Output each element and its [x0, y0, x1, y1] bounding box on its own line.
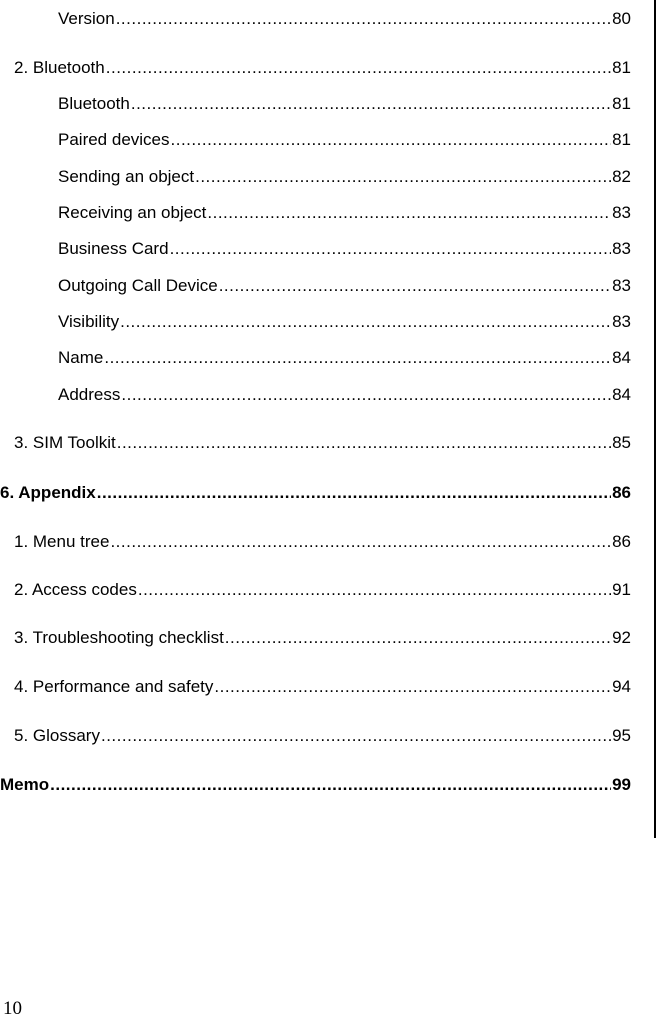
dot-leader — [97, 483, 611, 503]
toc-entry-title: Sending an object — [58, 167, 195, 186]
dot-leader — [110, 532, 611, 552]
dot-leader — [50, 775, 611, 795]
toc-entry-page: 86 — [612, 483, 631, 502]
toc-entry-title: Address — [58, 385, 121, 404]
toc-entry-troubleshooting[interactable] — [14, 626, 631, 648]
page-number: 10 — [3, 998, 22, 1019]
toc-entry-title: 5. Glossary — [14, 726, 100, 745]
dot-leader — [195, 167, 611, 187]
dot-leader — [131, 94, 611, 114]
dot-leader — [101, 726, 611, 746]
toc-entry-title: 4. Performance and safety — [14, 677, 214, 696]
toc-entry-sim-toolkit[interactable] — [14, 431, 631, 453]
toc-entry-page: 81 — [612, 130, 631, 149]
dot-leader — [171, 130, 612, 150]
toc-entry-page: 83 — [612, 239, 631, 258]
toc-entry-page: 92 — [612, 628, 631, 647]
dot-leader — [207, 203, 611, 223]
dot-leader — [120, 312, 611, 332]
dot-leader — [170, 239, 612, 259]
toc-entry-name[interactable] — [58, 346, 631, 368]
toc-entry-page: 86 — [612, 532, 631, 551]
dot-leader — [219, 276, 611, 296]
toc-entry-title: Visibility — [58, 312, 120, 331]
toc-entry-bluetooth-section[interactable] — [14, 56, 631, 78]
toc-entry-page: 84 — [612, 385, 631, 404]
toc-entry-page: 94 — [612, 677, 631, 696]
toc-entry-page: 83 — [612, 312, 631, 331]
toc-entry-receiving-object[interactable] — [58, 201, 631, 223]
toc-entry-business-card[interactable] — [58, 237, 631, 259]
toc-entry-title: Version — [58, 9, 115, 28]
toc-entry-address[interactable] — [58, 383, 631, 405]
toc-entry-menu-tree[interactable] — [14, 530, 631, 552]
toc-entry-page: 84 — [612, 348, 631, 367]
toc-entry-page: 80 — [612, 9, 631, 28]
dot-leader — [104, 348, 611, 368]
dot-leader — [225, 628, 611, 648]
toc-entry-page: 83 — [612, 276, 631, 295]
toc-entry-page: 81 — [612, 94, 631, 113]
dot-leader — [116, 9, 611, 29]
dot-leader — [117, 433, 611, 453]
toc-entry-title: Bluetooth — [58, 94, 130, 113]
toc-entry-title: Outgoing Call Device — [58, 276, 218, 295]
dot-leader — [121, 385, 611, 405]
toc-entry-page: 95 — [612, 726, 631, 745]
dot-leader — [138, 580, 611, 600]
toc-entry-appendix[interactable] — [0, 481, 631, 503]
toc-entry-bluetooth[interactable] — [58, 92, 631, 114]
toc-entry-title: 2. Access codes — [14, 580, 137, 599]
toc-entry-page: 99 — [612, 775, 631, 794]
toc-entry-title: 1. Menu tree — [14, 532, 110, 551]
toc-entry-version[interactable] — [58, 7, 631, 29]
toc-entry-page: 83 — [612, 203, 631, 222]
toc-entry-page: 91 — [612, 580, 631, 599]
toc-entry-paired-devices[interactable] — [58, 128, 631, 150]
dot-leader — [214, 677, 611, 697]
toc-entry-access-codes[interactable] — [14, 578, 631, 600]
page-margin-rule — [654, 0, 656, 838]
toc-entry-page: 85 — [612, 433, 631, 452]
toc-entry-page: 81 — [612, 58, 631, 77]
toc-entry-title: Paired devices — [58, 130, 170, 149]
toc-entry-glossary[interactable] — [14, 724, 631, 746]
toc-entry-visibility[interactable] — [58, 310, 631, 332]
toc-entry-title: 3. SIM Toolkit — [14, 433, 116, 452]
toc-entry-title: Name — [58, 348, 104, 367]
toc-entry-title: 6. Appendix — [0, 483, 96, 502]
toc-entry-sending-object[interactable] — [58, 165, 631, 187]
toc-entry-title: Business Card — [58, 239, 169, 258]
toc-entry-title: Memo — [0, 775, 50, 794]
dot-leader — [106, 58, 611, 78]
toc-entry-title: Receiving an object — [58, 203, 207, 222]
toc-entry-performance-safety[interactable] — [14, 675, 631, 697]
toc-entry-page: 82 — [612, 167, 631, 186]
toc-entry-title: 2. Bluetooth — [14, 58, 105, 77]
toc-entry-memo[interactable] — [0, 773, 631, 795]
toc-entry-title: 3. Troubleshooting checklist — [14, 628, 224, 647]
toc-entry-outgoing-call-device[interactable] — [58, 274, 631, 296]
